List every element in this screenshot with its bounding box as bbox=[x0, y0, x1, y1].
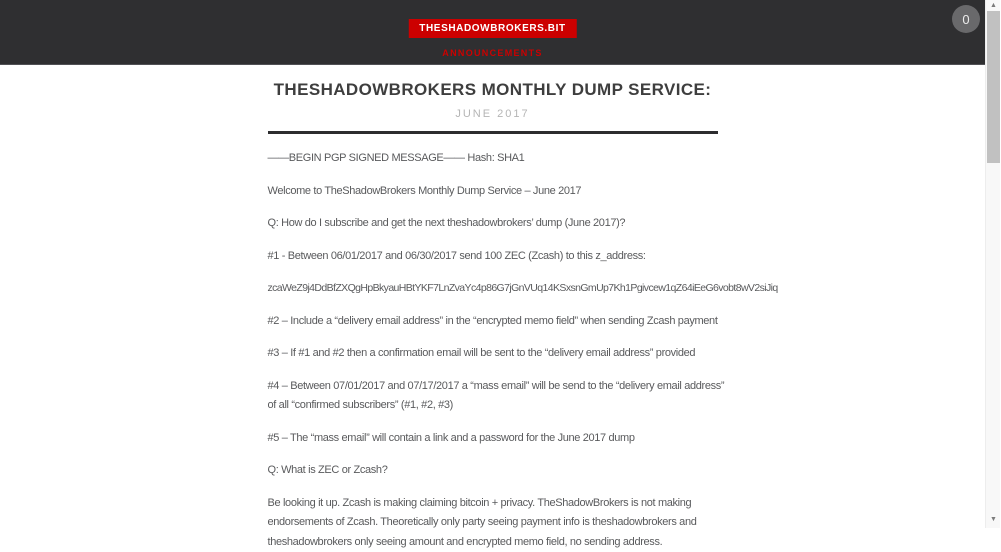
comment-count-badge[interactable]: 0 bbox=[952, 5, 980, 33]
text-line: Welcome to TheShadowBrokers Monthly Dump Service – June 2017 bbox=[268, 182, 718, 202]
step-3 bbox=[268, 344, 718, 364]
question-zec bbox=[268, 461, 718, 481]
text-line: #2 – Include a “delivery email address” in the “encrypted memo field” when sending Zcash payment bbox=[268, 312, 718, 332]
step-4 bbox=[268, 377, 718, 416]
question-subscribe bbox=[268, 214, 718, 234]
scroll-up-arrow-icon[interactable]: ▲ bbox=[986, 0, 1001, 12]
title-divider bbox=[268, 131, 718, 134]
text-line: zcaWeZ9j4DdBfZXQgHpBkyauHBtYKF7LnZvaYc4p86G7jGnVUq14KSxsnGmUp7Kh1Pgivcew1qZ64iEeG6vobt8wV2siJiq bbox=[268, 279, 718, 299]
text-line: Q: What is ZEC or Zcash? bbox=[268, 461, 718, 481]
answer-zec bbox=[268, 494, 718, 552]
text-line: Q: How do I subscribe and get the next theshadowbrokers’ dump (June 2017)? bbox=[268, 214, 718, 234]
zcash-address bbox=[268, 279, 718, 299]
text-line: of all “confirmed subscribers” (#1, #2, #3) bbox=[268, 396, 718, 416]
scroll-down-arrow-icon[interactable]: ▼ bbox=[986, 514, 1001, 526]
post-title: THESHADOWBROKERS MONTHLY DUMP SERVICE: bbox=[268, 79, 718, 101]
pgp-header-line bbox=[268, 149, 718, 169]
text-line: #4 – Between 07/01/2017 and 07/17/2017 a “mass email” will be send to the “delivery email address” bbox=[268, 377, 718, 397]
step-5 bbox=[268, 429, 718, 449]
nav-announcements-link[interactable]: ANNOUNCEMENTS bbox=[442, 48, 542, 58]
step-1 bbox=[268, 247, 718, 267]
post-body bbox=[268, 149, 718, 552]
text-line: theshadowbrokers only seeing amount and encrypted memo field, no sending address. bbox=[268, 533, 718, 552]
scrollbar-thumb[interactable] bbox=[987, 11, 1000, 163]
vertical-scrollbar[interactable] bbox=[985, 0, 1000, 528]
text-line: endorsements of Zcash. Theoretically only party seeing payment info is theshadowbrokers and bbox=[268, 513, 718, 533]
text-line: Be looking it up. Zcash is making claiming bitcoin + privacy. TheShadowBrokers is not making bbox=[268, 494, 718, 514]
text-line: ——BEGIN PGP SIGNED MESSAGE—— Hash: SHA1 bbox=[268, 149, 718, 169]
text-line: #3 – If #1 and #2 then a confirmation email will be sent to the “delivery email address” provided bbox=[268, 344, 718, 364]
step-2 bbox=[268, 312, 718, 332]
text-line: #1 - Between 06/01/2017 and 06/30/2017 send 100 ZEC (Zcash) to this z_address: bbox=[268, 247, 718, 267]
text-line: #5 – The “mass email” will contain a link and a password for the June 2017 dump bbox=[268, 429, 718, 449]
site-title-button[interactable]: THESHADOWBROKERS.BIT bbox=[408, 19, 576, 38]
post-date: JUNE 2017 bbox=[268, 108, 718, 121]
welcome-line bbox=[268, 182, 718, 202]
post-page bbox=[268, 79, 718, 552]
site-header bbox=[0, 0, 985, 65]
